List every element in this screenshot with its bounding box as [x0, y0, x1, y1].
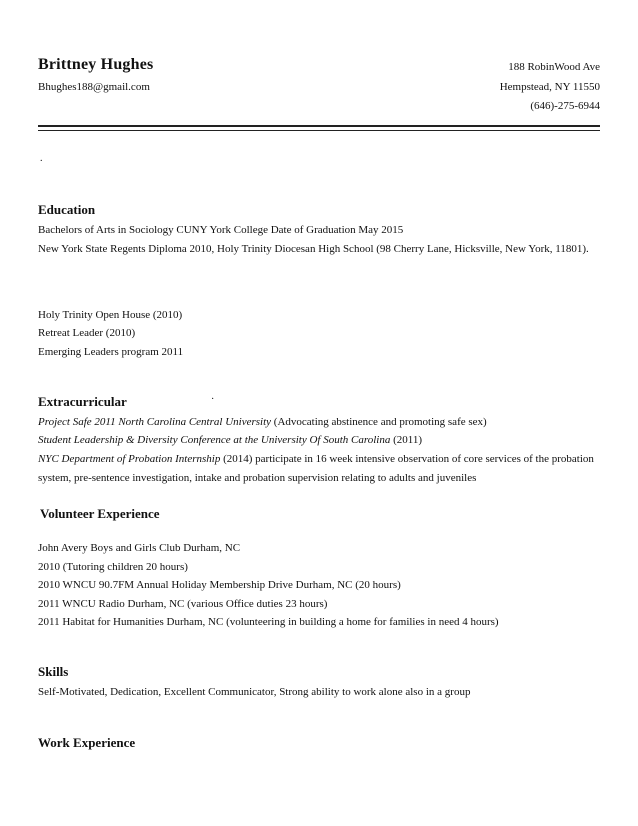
header-rule-thick [38, 125, 600, 127]
extracurricular-title: NYC Department of Probation Internship [38, 453, 221, 465]
activity-item: Holy Trinity Open House (2010) [38, 309, 183, 321]
city-state-zip: Hempstead, NY 11550 [499, 81, 600, 93]
education-line: New York State Regents Diploma 2010, Holy Trinity Diocesan High School (98 Cherry Lane, Hicksville, New York, 11801). [38, 243, 589, 255]
education-heading: Education [38, 202, 96, 217]
activity-item: Emerging Leaders program 2011 [38, 346, 184, 358]
work-experience-heading: Work Experience [38, 735, 136, 750]
extracurricular-item [38, 453, 594, 465]
volunteer-line: 2011 WNCU Radio Durham, NC (various Office duties 23 hours) [38, 598, 328, 610]
education-line: Bachelors of Arts in Sociology CUNY York College Date of Graduation May 2015 [38, 224, 404, 236]
phone-number: (646)-275-6944 [530, 100, 600, 112]
extracurricular-item [38, 416, 487, 428]
extracurricular-continuation: system, pre-sentence investigation, intake and probation supervision relating to adults and juveniles [38, 472, 477, 484]
header-rule-thin [38, 130, 600, 131]
volunteer-line: 2010 WNCU 90.7FM Annual Holiday Membership Drive Durham, NC (20 hours) [38, 579, 401, 591]
volunteer-heading: Volunteer Experience [40, 506, 160, 521]
stray-mark: · [211, 394, 215, 405]
stray-mark: . [40, 153, 43, 164]
extracurricular-title: Project Safe 2011 North Carolina Central University [38, 416, 272, 428]
candidate-name: Brittney Hughes [38, 56, 154, 73]
email-address: Bhughes188@gmail.com [38, 81, 150, 93]
volunteer-line: 2011 Habitat for Humanities Durham, NC (volunteering in building a home for families in need 4 hours) [38, 616, 499, 628]
extracurricular-detail: (2011) [390, 434, 423, 446]
skills-text: Self-Motivated, Dedication, Excellent Communicator, Strong ability to work alone also in a group [38, 686, 471, 698]
extracurricular-detail: (2014) participate in 16 week intensive observation of core services of the probation [220, 453, 594, 465]
volunteer-line: John Avery Boys and Girls Club Durham, NC [38, 542, 241, 554]
extracurricular-heading: Extracurricular [38, 394, 127, 409]
extracurricular-title: Student Leadership & Diversity Conference at the University Of South Carolina [38, 434, 391, 446]
skills-heading: Skills [38, 664, 69, 679]
street-address: 188 RobinWood Ave [508, 61, 600, 73]
extracurricular-item [38, 434, 422, 446]
activity-item: Retreat Leader (2010) [38, 327, 136, 339]
extracurricular-detail: (Advocating abstinence and promoting safe sex) [271, 416, 487, 428]
volunteer-line: 2010 (Tutoring children 20 hours) [38, 561, 188, 573]
